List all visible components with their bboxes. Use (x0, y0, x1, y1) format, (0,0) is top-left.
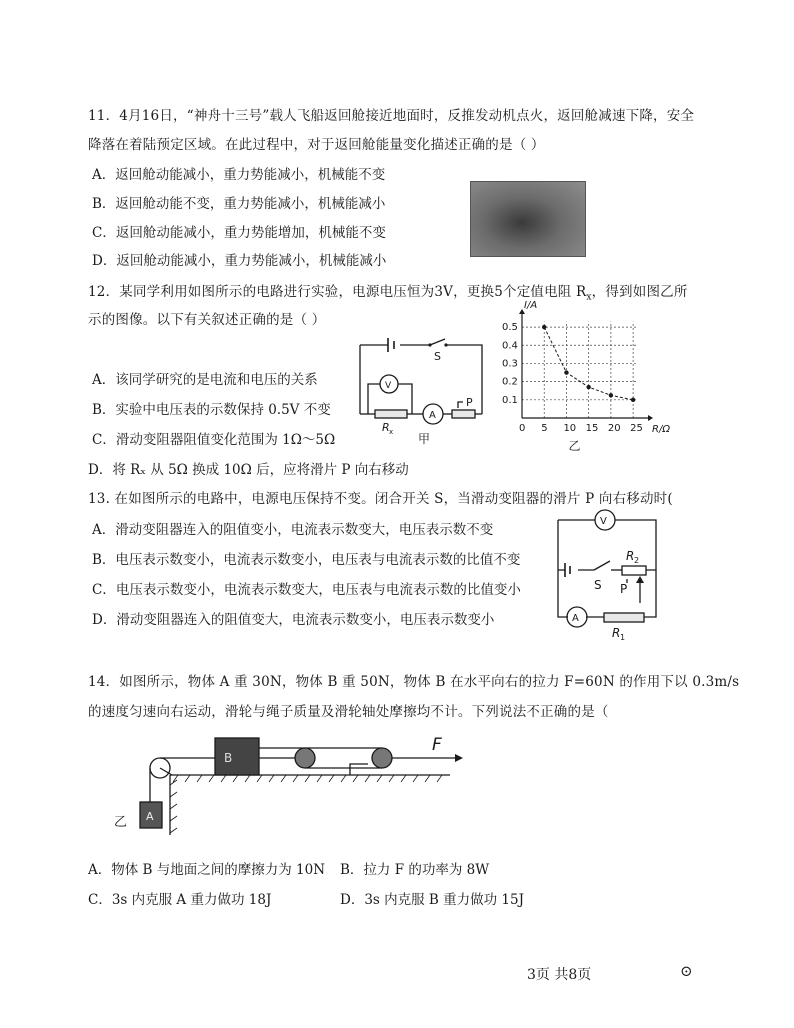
q12-stem-end: ，得到如图乙所 (591, 284, 688, 300)
q12-option-b: B．实验中电压表的示数保持 0.5V 不变 (92, 402, 331, 418)
q12-circuit-diagram (350, 330, 490, 450)
chart-y-tick-label: 0.2 (502, 376, 518, 388)
r1-resistor (604, 613, 644, 622)
r2-right (644, 570, 656, 617)
q12-option-c: C．滑动变阻器阻值变化范围为 1Ω～5Ω (92, 432, 336, 448)
slider-arrow (458, 402, 463, 408)
chart-x-tick-label: 15 (585, 423, 599, 434)
chart-caption: 乙 (568, 439, 581, 453)
capsule-landing-photo (470, 181, 586, 257)
chart-x-axis-label: R/Ω (652, 424, 670, 435)
q13-circuit-diagram (548, 505, 668, 645)
chart-x-tick-label: 10 (563, 423, 577, 434)
q13-voltmeter-label: V (600, 516, 607, 527)
q13-option-d: D．滑动变阻器连入的阻值变大，电流表示数变小，电压表示数变小 (92, 612, 495, 628)
q13-option-b: B．电压表示数变小，电流表示数变小，电压表与电流表示数的比值不变 (92, 552, 521, 568)
chart-data-point (631, 398, 635, 402)
q12-stem-text: 12．某同学利用如图所示的电路进行实验，电源电压恒为3V，更换5个定值电阻 R (88, 284, 587, 300)
movable-pulley (295, 748, 315, 768)
q11-option-d: D．返回舱动能减小，重力势能减小，机械能减小 (92, 253, 387, 269)
rx-label: R (382, 421, 390, 434)
rx-label-sub: x (389, 428, 394, 436)
q13-slider-label: P (620, 582, 628, 596)
block-a-label: A (146, 810, 154, 823)
chart-x-arrow (648, 415, 653, 421)
q11-option-a: A．返回舱动能减小，重力势能减小，机械能不变 (92, 167, 386, 183)
q13-option-c: C．电压表示数变小，电流表示数变大，电压表与电流表示数的比值变小 (92, 582, 521, 598)
switch-blade (430, 339, 445, 345)
q14-stem-line1: 14．如图所示，物体 A 重 30N，物体 B 重 50N，物体 B 在水平向右的拉力 F=60N 的作用下以 0.3m/s (88, 674, 740, 690)
chart-y-tick-label: 0.3 (502, 358, 518, 370)
q11-stem-line1: 11．4月16日，“神舟十三号”载人飞船返回舱接近地面时，反推发动机点火，返回舱减速下降，安全 (88, 108, 695, 124)
block-b (215, 738, 259, 775)
switch-label: S (434, 350, 441, 363)
chart-data-point (609, 393, 613, 397)
fixed-pulley (372, 748, 392, 768)
v-wire-left (558, 520, 568, 617)
chart-y-axis-label: I/A (524, 300, 538, 311)
slider-arrow-head (636, 576, 644, 583)
wall-hatch (170, 780, 177, 833)
force-label: F (432, 735, 442, 755)
chart-y-tick-label: 0.5 (502, 322, 518, 334)
q13-switch-label: S (594, 578, 602, 592)
chart-data-point (542, 325, 546, 329)
chart-y-tick-label: 0.1 (502, 394, 518, 406)
q12-stem-line2: 示的图像。以下有关叙述正确的是（ ） (88, 312, 326, 328)
chart-x-tick-label: 0 (519, 423, 526, 434)
q12-option-a: A．该同学研究的是电流和电压的关系 (92, 372, 318, 388)
q14-option-d: D．3s 内克服 B 重力做功 15J (340, 892, 525, 908)
q13-r2-label: R (626, 549, 635, 563)
switch-contact-right (444, 343, 447, 346)
q14-caption: 乙 (114, 815, 128, 830)
q13-ammeter-label: A (572, 613, 579, 624)
chart-x-tick-label: 25 (630, 423, 643, 434)
circuit-caption: 甲 (418, 432, 431, 446)
q14-stem-line2: 的速度匀速向右运动，滑轮与绳子质量及滑轮轴处摩擦均不计。下列说法不正确的是（ (88, 704, 609, 720)
q11-stem-line2: 降落在着陆预定区域。在此过程中，对于返回舱能量变化描述正确的是（ ） (88, 137, 545, 153)
q12-chart (500, 300, 670, 456)
q13-stem: 13. 在如图所示的电路中，电源电压保持不变。闭合开关 S，当滑动变阻器的滑片 P 向右移动时( (88, 491, 673, 507)
ground-hatch (173, 775, 442, 782)
circuit-wire-switch-right (446, 345, 482, 414)
q11-option-c: C．返回舱动能减小，重力势能增加，机械能不变 (92, 225, 386, 241)
voltmeter-label: V (385, 381, 392, 391)
q14-pulley-diagram (110, 730, 470, 840)
wall-mount (350, 764, 368, 775)
r2-resistor (622, 566, 646, 575)
q14-option-c: C．3s 内克服 A 重力做功 18J (88, 892, 272, 908)
chart-data-point (586, 385, 590, 389)
q13-switch-blade (594, 561, 610, 570)
rx-resistor (375, 410, 407, 418)
q12-stem-sub: x (586, 292, 592, 303)
chart-y-tick-label: 0.4 (502, 340, 518, 352)
q13-r1-sub: 1 (620, 633, 626, 642)
switch-contact (428, 343, 431, 346)
page-number: 3页 共8页 (527, 967, 592, 983)
slider-label: P (466, 396, 473, 409)
q11-option-b: B．返回舱动能不变，重力势能减小，机械能减小 (92, 196, 386, 212)
rheostat (452, 410, 475, 418)
chart-data-point (564, 370, 568, 374)
q12-option-d: D．将 Rₓ 从 5Ω 换成 10Ω 后，应将滑片 P 向右移动 (88, 462, 409, 478)
chart-x-tick-label: 20 (607, 423, 621, 434)
force-arrow-head (455, 754, 463, 762)
q14-option-b: B．拉力 F 的功率为 8W (340, 862, 490, 878)
q13-r1-label: R (612, 626, 621, 640)
ammeter-label: A (429, 410, 436, 421)
q13-r2-sub: 2 (634, 556, 640, 565)
q14-option-a: A．物体 B 与地面之间的摩擦力为 10N (88, 862, 326, 878)
q12-stem-line1 (88, 280, 688, 303)
q13-option-a: A．滑动变阻器连入的阻值变小，电流表示数变大，电压表示数不变 (92, 522, 494, 538)
chart-x-tick-label: 5 (541, 423, 548, 434)
footer-mark: ⊙ (680, 962, 693, 980)
block-b-label: B (224, 751, 233, 765)
